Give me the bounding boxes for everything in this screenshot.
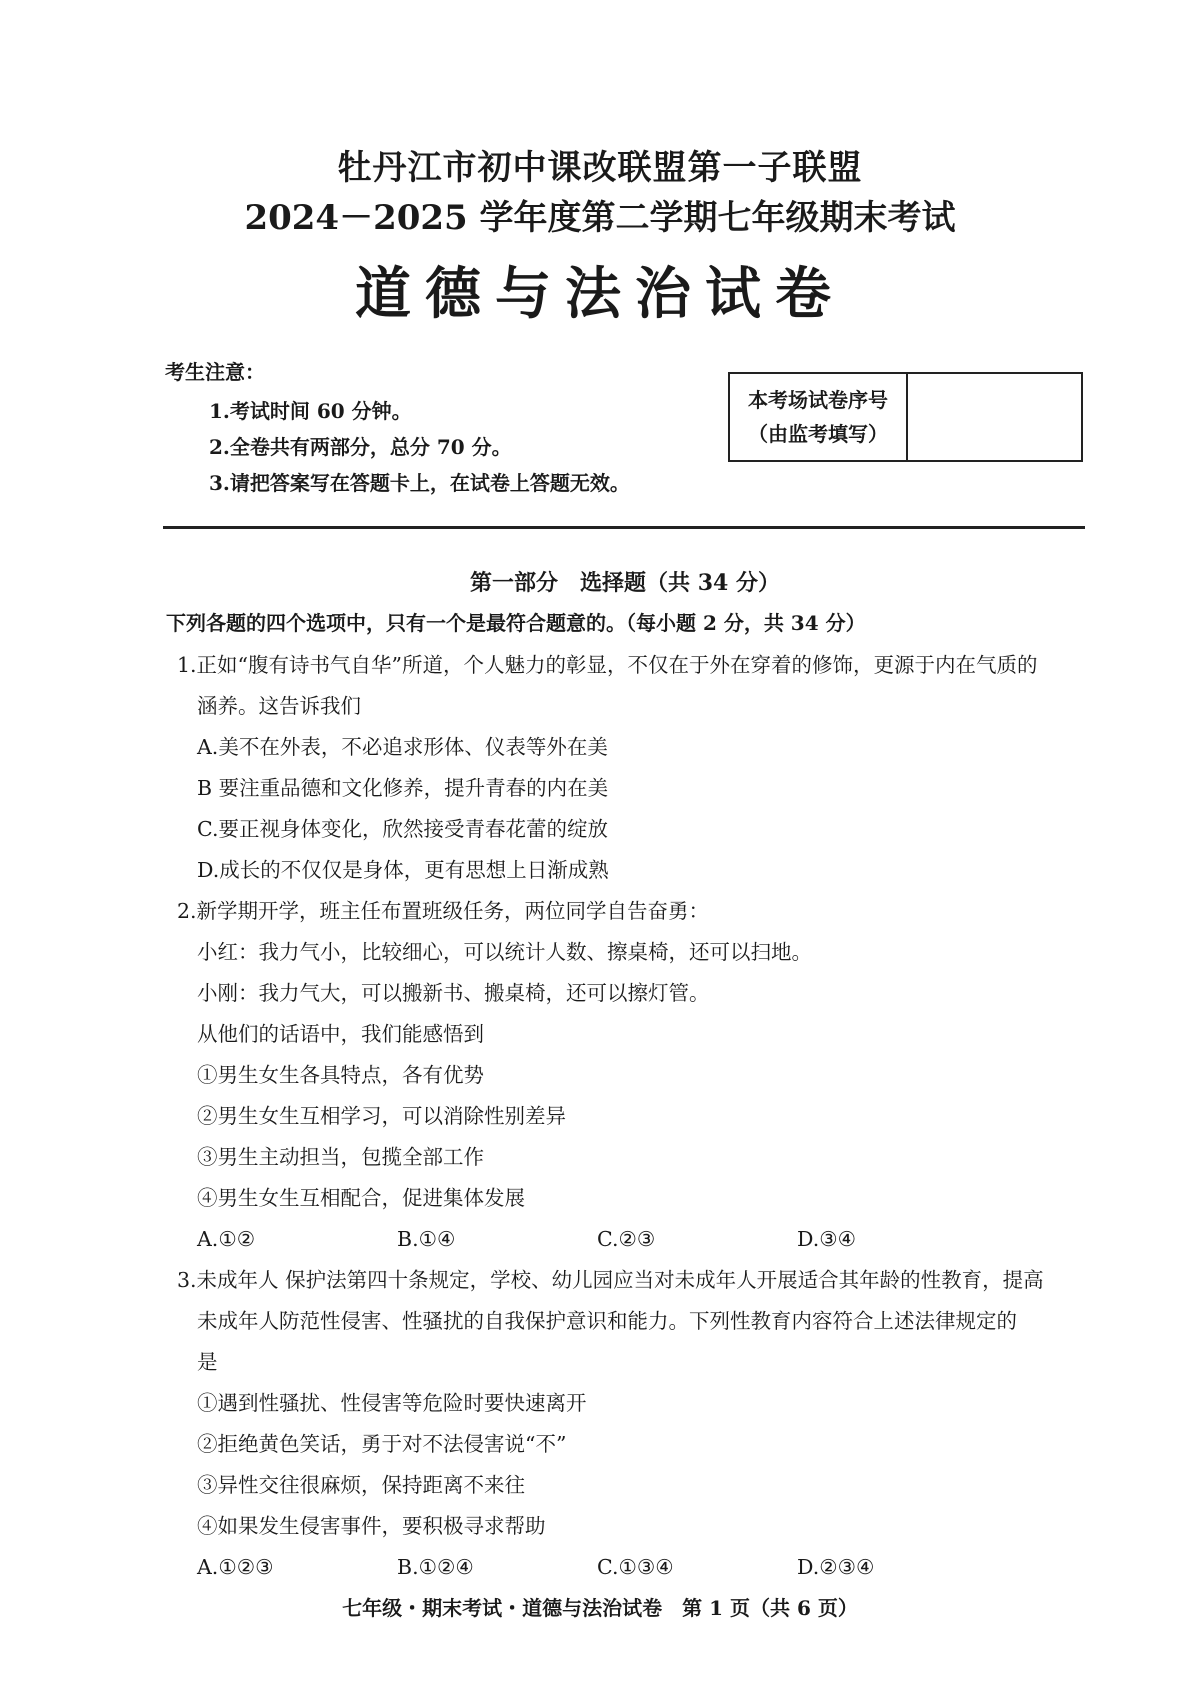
stem-line: 未成年人防范性侵害、性骚扰的自我保护意识和能力。下列性教育内容符合上述法律规定的: [197, 1309, 1017, 1333]
stem-line: 3.未成年人 保护法第四十条规定，学校、幼儿园应当对未成年人开展适合其年龄的性教育，提高: [177, 1268, 1044, 1292]
serial-label-line2: （由监考填写）: [748, 422, 888, 446]
question-stem: 2.新学期开学，班主任布置班级任务，两位同学自告奋勇：: [177, 899, 710, 923]
section-instruction: 下列各题的四个选项中，只有一个是最符合题意的。（每小题 2 分，共 34 分）: [166, 611, 866, 635]
divider: [163, 526, 1085, 529]
answer-choices: [177, 1219, 1097, 1260]
section-title: 第一部分 选择题（共 34 分）: [470, 570, 780, 596]
notice-item: 3.请把答案写在答题卡上，在试卷上答题无效。: [209, 471, 630, 495]
choice-d: D.②③④: [797, 1555, 875, 1579]
statement-line: 从他们的话语中，我们能感悟到: [197, 1022, 484, 1046]
exam-alliance-title: 牡丹江市初中课改联盟第一子联盟: [337, 148, 863, 188]
serial-number-field: [908, 374, 1081, 460]
question-stem: [177, 1260, 1097, 1383]
serial-number-label: [730, 374, 908, 460]
statement-line: ②拒绝黄色笑话，勇于对不法侵害说“不”: [197, 1432, 567, 1456]
answer-choices: [177, 1547, 1097, 1588]
candidate-notice: [165, 356, 630, 501]
choice-c: C.②③: [597, 1227, 656, 1251]
stem-line: 1.正如“腹有诗书气自华”所道，个人魅力的彰显，不仅在于外在穿着的修饰，更源于内在气质的: [177, 653, 1038, 677]
exam-subject-title: 道德与法治试卷: [355, 261, 845, 327]
option-c: C.要正视身体变化，欣然接受青春花蕾的绽放: [197, 817, 608, 841]
option-a: A.美不在外表，不必追求形体、仪表等外在美: [197, 735, 608, 759]
choice-a: A.①②③: [197, 1555, 274, 1579]
statement-line: ③异性交往很麻烦，保持距离不来往: [197, 1473, 525, 1497]
choice-a: A.①②: [197, 1227, 256, 1251]
notice-item: 1.考试时间 60 分钟。: [209, 399, 412, 423]
question-3: [177, 1260, 1097, 1588]
choice-b: B.①②④: [397, 1555, 474, 1579]
choice-b: B.①④: [397, 1227, 456, 1251]
statement-line: ④如果发生侵害事件，要积极寻求帮助: [197, 1514, 546, 1538]
question-stem: [177, 645, 1097, 727]
option-d: D.成长的不仅仅是身体，更有思想上日渐成熟: [197, 858, 609, 882]
exam-term-title: 2024－2025 学年度第二学期七年级期末考试: [244, 198, 956, 238]
serial-label-line1: 本考场试卷序号: [748, 388, 888, 412]
statement-line: ③男生主动担当，包揽全部工作: [197, 1145, 484, 1169]
serial-number-box: [728, 372, 1083, 462]
notice-heading: 考生注意：: [165, 360, 265, 384]
page-footer: 七年级・期末考试・道德与法治试卷 第 1 页（共 6 页）: [342, 1596, 858, 1620]
statement-line: ①遇到性骚扰、性侵害等危险时要快速离开: [197, 1391, 587, 1415]
stem-line: 涵养。这告诉我们: [197, 694, 361, 718]
choice-d: D.③④: [797, 1227, 856, 1251]
question-2: [177, 891, 1097, 1260]
stem-line: 是: [197, 1350, 218, 1374]
statement-line: ①男生女生各具特点，各有优势: [197, 1063, 484, 1087]
statement-line: 小红：我力气小，比较细心，可以统计人数、擦桌椅，还可以扫地。: [197, 940, 812, 964]
option-b: B 要注重品德和文化修养，提升青春的内在美: [197, 776, 609, 800]
questions: [177, 645, 1097, 1588]
statement-line: ④男生女生互相配合，促进集体发展: [197, 1186, 525, 1210]
statement-line: 小刚：我力气大，可以搬新书、搬桌椅，还可以擦灯管。: [197, 981, 710, 1005]
question-1: [177, 645, 1097, 891]
choice-c: C.①③④: [597, 1555, 674, 1579]
statement-line: ②男生女生互相学习，可以消除性别差异: [197, 1104, 566, 1128]
notice-item: 2.全卷共有两部分，总分 70 分。: [209, 435, 512, 459]
